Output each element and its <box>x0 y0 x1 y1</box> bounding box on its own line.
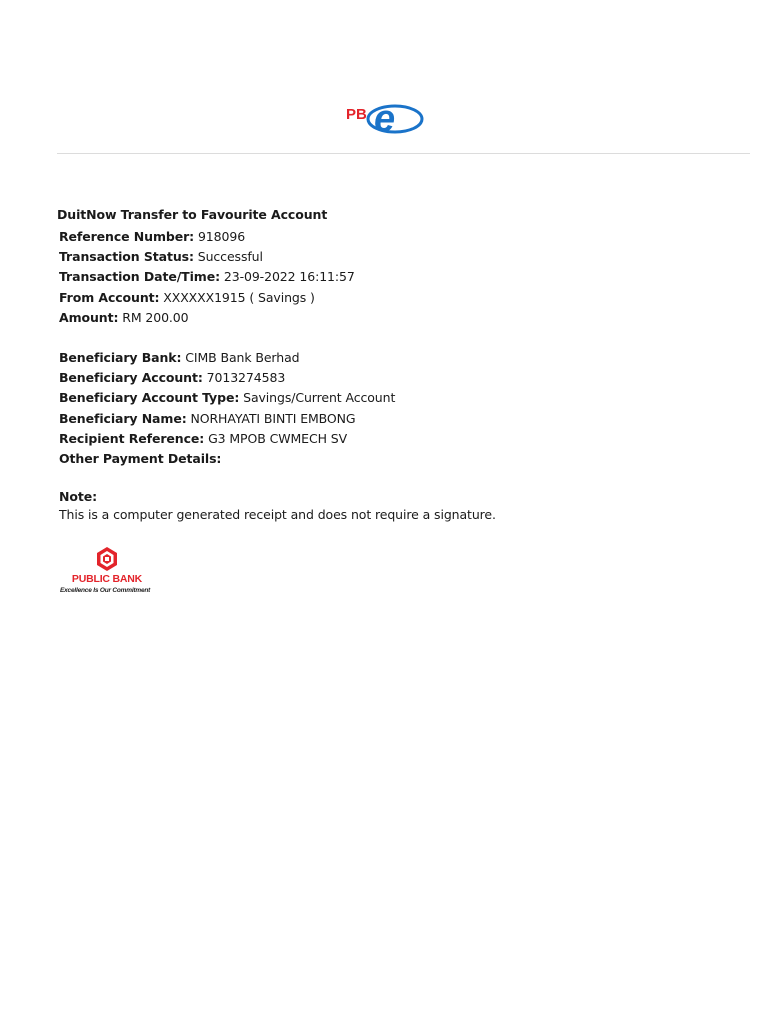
detail-value: Savings/Current Account <box>243 390 396 406</box>
detail-row-transaction-status <box>59 247 395 267</box>
public-bank-emblem-icon <box>59 546 155 574</box>
detail-label: Transaction Date/Time: <box>59 269 220 285</box>
pbe-logo-e: e <box>374 98 396 138</box>
note-label: Note: <box>59 489 98 504</box>
pbe-logo <box>344 98 426 138</box>
detail-label: Reference Number: <box>59 229 195 244</box>
detail-row-from-account <box>59 288 395 308</box>
detail-label: Transaction Status: <box>59 249 194 265</box>
detail-row-other-payment-details <box>59 449 395 469</box>
detail-label: Recipient Reference: <box>59 430 205 446</box>
detail-label: Beneficiary Account Type: <box>59 390 240 406</box>
detail-value: 7013274583 <box>206 370 286 386</box>
pbe-logo-icon <box>344 98 426 138</box>
pbe-logo-pb: PB <box>346 106 367 123</box>
header-divider <box>57 153 750 154</box>
detail-row-beneficiary-account <box>59 368 395 388</box>
detail-value: XXXXXX1915 ( Savings ) <box>163 289 315 305</box>
detail-value: 23-09-2022 16:11:57 <box>223 269 355 285</box>
detail-value: 918096 <box>197 229 246 244</box>
detail-label: From Account: <box>59 289 160 305</box>
public-bank-tagline: Excellence Is Our Commitment <box>60 587 151 594</box>
detail-label: Beneficiary Bank: <box>59 349 182 365</box>
detail-value: Successful <box>197 249 263 265</box>
detail-row-transaction-datetime <box>59 267 395 287</box>
detail-row-reference-number <box>59 227 395 247</box>
detail-label: Other Payment Details: <box>59 450 222 466</box>
detail-value: G3 MPOB CWMECH SV <box>208 430 348 446</box>
detail-row-beneficiary-bank <box>59 348 395 368</box>
detail-row-amount <box>59 308 395 328</box>
detail-value: CIMB Bank Berhad <box>185 349 300 365</box>
detail-row-beneficiary-name <box>59 409 395 429</box>
detail-row-beneficiary-account-type <box>59 388 395 408</box>
public-bank-logo <box>59 546 159 598</box>
detail-value: RM 200.00 <box>122 309 189 325</box>
detail-label: Beneficiary Account: <box>59 370 203 386</box>
detail-value: NORHAYATI BINTI EMBONG <box>190 410 356 426</box>
detail-label: Amount: <box>59 309 119 325</box>
receipt-title: DuitNow Transfer to Favourite Account <box>57 207 328 222</box>
note-text: This is a computer generated receipt and does not require a signature. <box>59 507 496 522</box>
detail-row-recipient-reference <box>59 429 395 449</box>
receipt-details <box>59 227 395 469</box>
detail-label: Beneficiary Name: <box>59 410 187 426</box>
public-bank-name: PUBLIC BANK <box>71 573 143 585</box>
